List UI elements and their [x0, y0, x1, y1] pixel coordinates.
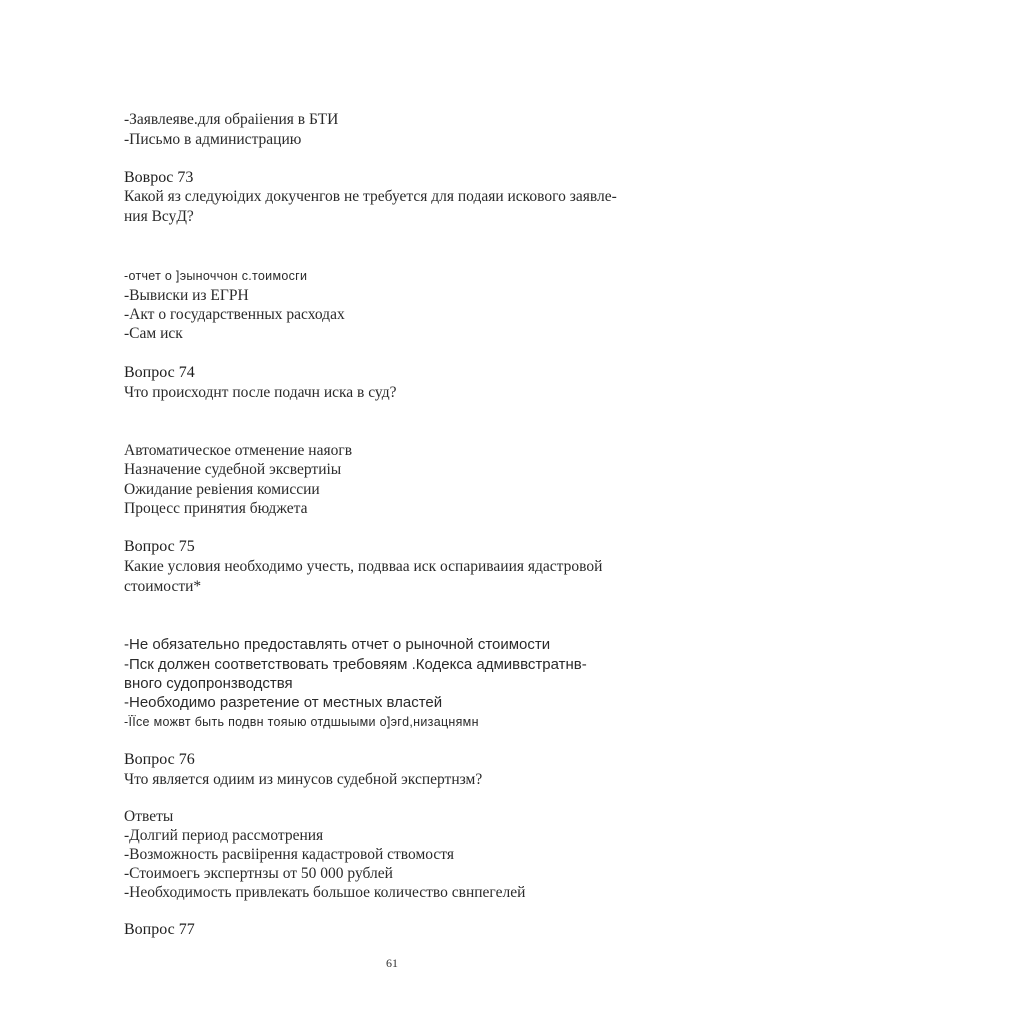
- prev-answer-1: -Заявлеяве.для обраiiения в БТИ: [124, 111, 339, 128]
- question-73-answer-3: -Акт о государственных расходах: [124, 306, 345, 323]
- question-76-text: Что является одиим из минусов судебной экспертнзм?: [124, 771, 483, 788]
- question-74-text: Что происходнт после подачн иска в суд?: [124, 384, 397, 401]
- question-75-answer-3: -Необходимо разретение от местных властей: [124, 694, 443, 711]
- question-75-text-line-2: стоимости*: [124, 578, 202, 595]
- question-74-answer-1: Автоматическое отменение наяогв: [124, 442, 353, 459]
- question-74-answer-3: Ожидание ревiения комиссии: [124, 481, 320, 498]
- question-73-text-line-2: ния ВсуД?: [124, 208, 194, 225]
- page-number: 61: [386, 956, 398, 970]
- question-73-heading: Вовpoc 73: [124, 169, 194, 186]
- question-75-answer-2: -Пск должен соответствовать требовяям .Кодекса адмиввстратнв-: [124, 656, 587, 673]
- question-74-heading: Вопрос 74: [124, 364, 195, 381]
- question-73-text-line-1: Какой яз следуюiдих докученгов не требуется для подаяи искового заявле-: [124, 188, 617, 205]
- question-74-answer-2: Назначение судебной эксвертиiы: [124, 461, 342, 478]
- question-75-heading: Вопрос 75: [124, 538, 195, 555]
- question-73-answer-2: -Вывиски из ЕГРН: [124, 287, 249, 304]
- question-75-text-line-1: Какие условия необходимо учесть, подвваа иск оспариваиия ядастровой: [124, 558, 603, 575]
- question-76-answer-1: -Долгий период рассмотрения: [124, 827, 324, 844]
- question-73-answer-1: -отчет о ]эыноччон с.тоимосги: [124, 269, 308, 283]
- question-76-heading: Вопрос 76: [124, 751, 195, 768]
- question-74-answer-4: Процесс принятия бюджета: [124, 500, 308, 517]
- question-75-answer-2-cont: вного судопронзводствя: [124, 675, 293, 692]
- question-76-answer-3: -Стоимоегь экспертнзы от 50 000 рублей: [124, 865, 393, 882]
- question-75-answer-4: -ÏÏсе можвт быть подвн тояыю отдшыыми о]эгd,низацнямн: [124, 715, 479, 729]
- question-73-answer-4: -Сам иск: [124, 325, 183, 342]
- question-75-answer-1: -Не обязательно предоставлять отчет о рыночной стоимости: [124, 636, 551, 653]
- prev-answer-2: -Письмо в администрацию: [124, 131, 302, 148]
- question-76-answer-2: -Возможность расвiiрення кадастровой ствомостя: [124, 846, 454, 863]
- question-76-answer-4: -Необходимость привлекать большое количество свнпегелей: [124, 884, 526, 901]
- question-77-heading: Вопрос 77: [124, 921, 195, 938]
- question-76-answers-label: Ответы: [124, 808, 174, 825]
